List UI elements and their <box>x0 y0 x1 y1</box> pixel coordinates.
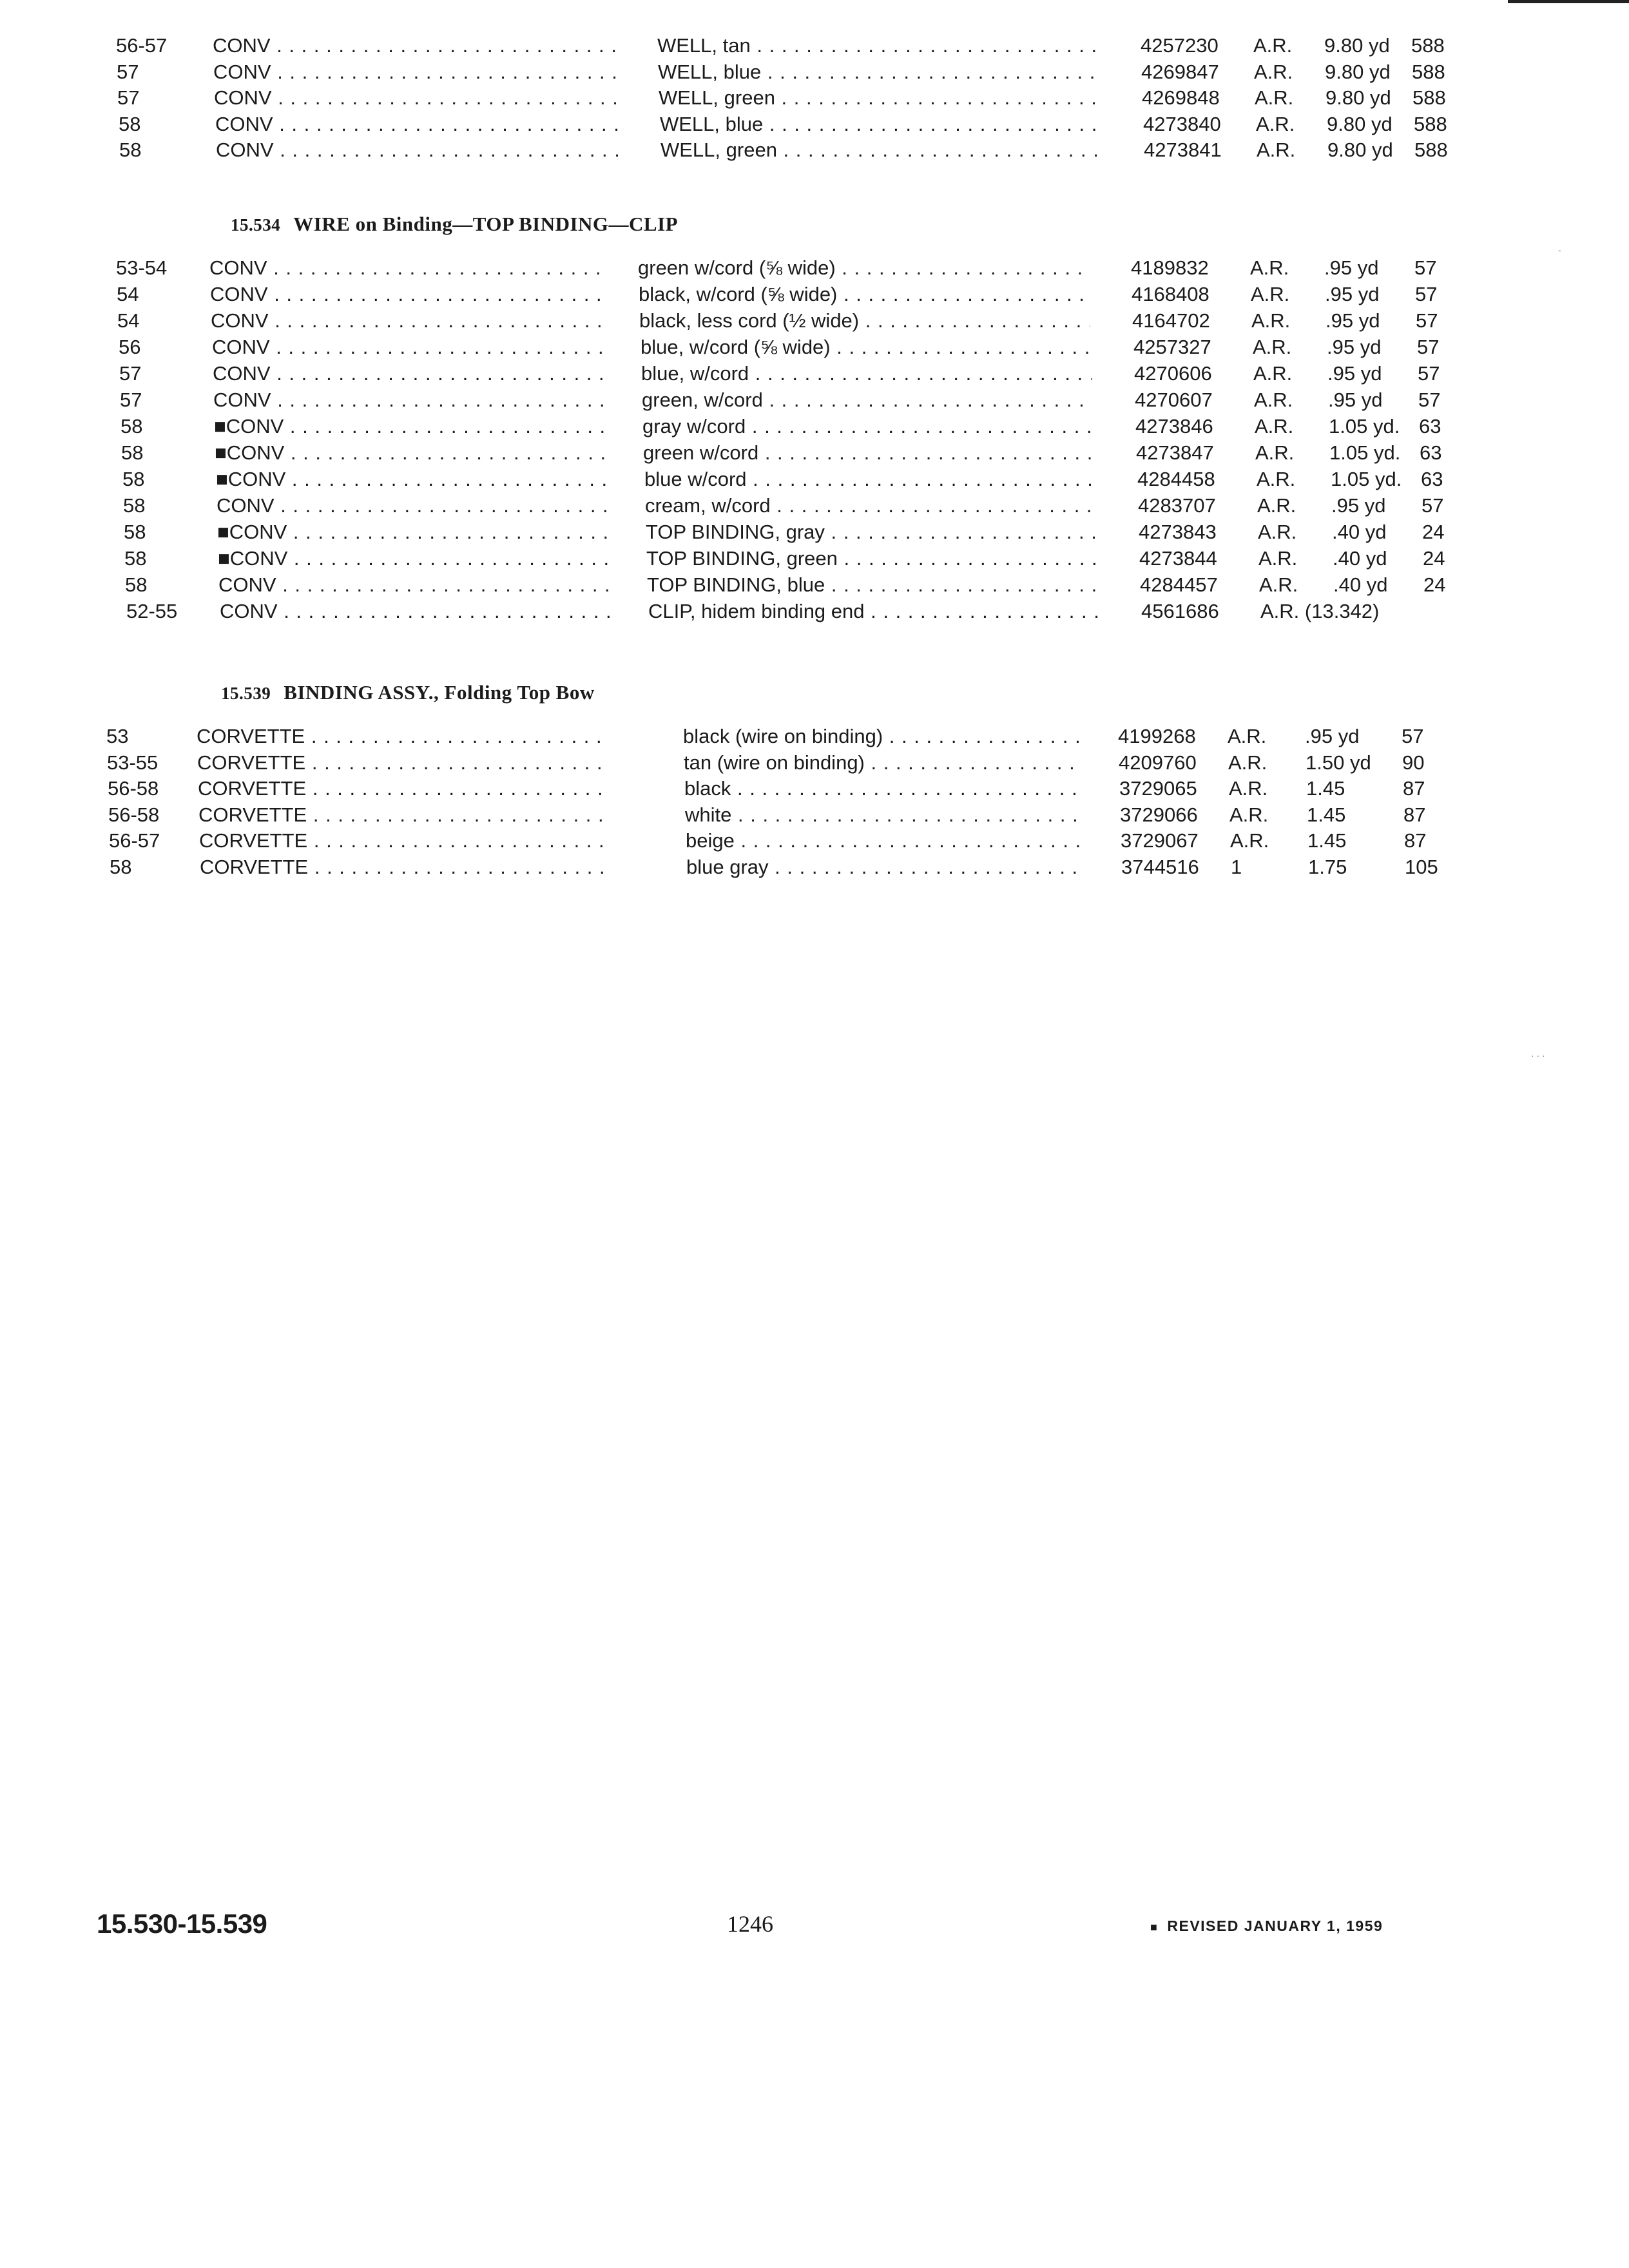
part-number: 4209760 <box>1119 751 1197 774</box>
part-description: blue, w/cord (⅝ wide) . . . <box>641 334 1092 360</box>
list-price: 9.80 yd <box>1325 60 1391 83</box>
part-description: WELL, green . . . <box>659 84 1103 111</box>
list-price: .95 yd <box>1324 256 1379 279</box>
parts-row <box>0 137 1629 163</box>
quantity: A.R. <box>1258 547 1298 570</box>
parts-row <box>0 387 1629 413</box>
year-range: 58 <box>123 494 146 517</box>
section-title-binding <box>221 681 595 704</box>
year-range: 58 <box>124 521 146 543</box>
scan-speck: · · · <box>1531 1050 1545 1061</box>
year-range: 57 <box>119 362 142 385</box>
quantity: A.R. <box>1255 441 1295 464</box>
part-number: 4273844 <box>1139 547 1217 570</box>
model-name: CONV . . . <box>214 84 626 111</box>
part-description: TOP BINDING, gray . . . <box>646 519 1097 545</box>
footer-section-range: 15.530-15.539 <box>97 1908 267 1939</box>
revised-text: REVISED JANUARY 1, 1959 <box>1167 1917 1383 1934</box>
quantity: A.R. <box>1228 725 1267 747</box>
model-name: CONV . . . <box>213 387 613 413</box>
part-number: 4270606 <box>1134 362 1212 385</box>
parts-row <box>0 111 1629 137</box>
quantity: A.R. <box>1253 336 1292 358</box>
part-number: 4199268 <box>1118 725 1196 747</box>
year-range: 58 <box>122 468 145 490</box>
quantity: 1 <box>1231 855 1242 878</box>
part-description: cream, w/cord . . . <box>645 492 1096 519</box>
parts-row <box>0 59 1629 85</box>
part-number: 4273846 <box>1135 415 1213 437</box>
part-number: 4270607 <box>1135 389 1213 411</box>
list-price: .95 yd <box>1325 309 1380 332</box>
parts-row <box>0 545 1629 572</box>
part-description: gray w/cord . . . <box>642 413 1094 439</box>
part-number: 3729066 <box>1120 803 1198 826</box>
parts-row <box>0 466 1629 492</box>
quantity: A.R. (13.342) <box>1260 600 1380 622</box>
model-name: CORVETTE . . . <box>197 749 603 776</box>
model-name: CONV . . . <box>212 334 612 360</box>
quantity: A.R. <box>1230 829 1269 852</box>
price-code: 63 <box>1420 441 1442 464</box>
part-description: WELL, blue . . . <box>658 59 1103 85</box>
quantity: A.R. <box>1229 777 1268 800</box>
list-price: 1.05 yd. <box>1329 441 1401 464</box>
part-number: 4269848 <box>1142 86 1220 109</box>
list-price: 9.80 yd <box>1327 112 1393 135</box>
price-code: 57 <box>1402 725 1424 747</box>
list-price: .40 yd <box>1332 521 1387 543</box>
quantity: A.R. <box>1255 415 1294 437</box>
list-price: .95 yd <box>1327 336 1382 358</box>
list-price: 9.80 yd <box>1325 86 1391 109</box>
part-description: CLIP, hidem binding end . . . <box>648 598 1099 624</box>
part-number: 4257230 <box>1141 34 1219 57</box>
parts-row <box>0 854 1629 880</box>
quantity: A.R. <box>1253 34 1293 57</box>
model-name: ■CONV . . . <box>214 413 613 439</box>
parts-row <box>0 413 1629 439</box>
list-price: 1.45 <box>1306 777 1345 800</box>
list-price: .95 yd <box>1325 283 1380 305</box>
part-number: 4164702 <box>1132 309 1210 332</box>
model-name: CONV . . . <box>220 598 619 624</box>
model-name: CORVETTE . . . <box>200 854 606 880</box>
price-code: 57 <box>1414 256 1437 279</box>
model-name: CONV . . . <box>211 307 610 334</box>
section-title-wire <box>231 213 678 236</box>
year-range: 53 <box>106 725 129 747</box>
parts-row <box>0 255 1629 281</box>
footer-page-number: 1246 <box>727 1911 773 1937</box>
year-range: 53-55 <box>107 751 159 774</box>
year-range: 58 <box>124 547 147 570</box>
model-name: CONV . . . <box>215 111 628 137</box>
parts-row <box>0 360 1629 387</box>
list-price: 1.05 yd. <box>1331 468 1402 490</box>
price-code: 63 <box>1421 468 1443 490</box>
price-code: 57 <box>1417 336 1440 358</box>
part-description: tan (wire on binding) . . . <box>684 749 1080 776</box>
list-price: .95 yd <box>1331 494 1386 517</box>
year-range: 52-55 <box>126 600 178 622</box>
parts-row <box>0 492 1629 519</box>
model-name: CONV . . . <box>213 59 626 85</box>
list-price: 1.05 yd. <box>1329 415 1400 437</box>
price-code: 588 <box>1414 139 1448 161</box>
part-description: blue gray . . . <box>686 854 1083 880</box>
model-name: CORVETTE . . . <box>198 775 604 802</box>
parts-row <box>0 519 1629 545</box>
year-range: 58 <box>119 112 141 135</box>
model-name: CONV . . . <box>210 281 610 307</box>
parts-row <box>0 84 1629 111</box>
part-number: 4273847 <box>1136 441 1214 464</box>
year-range: 58 <box>120 415 143 437</box>
year-range: 58 <box>110 855 132 878</box>
model-name: ■CONV . . . <box>216 466 615 492</box>
parts-row <box>0 749 1629 776</box>
model-name: CONV . . . <box>213 32 625 59</box>
part-description: black . . . <box>684 775 1081 802</box>
parts-row <box>0 723 1629 749</box>
model-name: ■CONV . . . <box>217 519 617 545</box>
price-code: 87 <box>1403 803 1426 826</box>
part-number: 4168408 <box>1132 283 1210 305</box>
part-description: black, less cord (½ wide) . . . <box>639 307 1090 334</box>
part-description: green, w/cord . . . <box>642 387 1093 413</box>
list-price: .95 yd <box>1327 362 1382 385</box>
part-number: 4273843 <box>1139 521 1217 543</box>
list-price: .95 yd <box>1328 389 1383 411</box>
quantity: A.R. <box>1257 468 1296 490</box>
year-range: 58 <box>121 441 144 464</box>
parts-row <box>0 439 1629 466</box>
list-price: 9.80 yd <box>1327 139 1393 161</box>
model-name: CONV . . . <box>216 137 628 163</box>
year-range: 57 <box>120 389 142 411</box>
part-number: 3744516 <box>1121 855 1199 878</box>
price-code: 57 <box>1415 283 1438 305</box>
price-code: 57 <box>1416 309 1438 332</box>
quantity: A.R. <box>1254 389 1293 411</box>
year-range: 56-57 <box>116 34 168 57</box>
model-name: CONV . . . <box>218 572 618 598</box>
year-range: 58 <box>119 139 142 161</box>
price-code: 24 <box>1423 547 1445 570</box>
price-code: 588 <box>1412 86 1446 109</box>
parts-row <box>0 32 1629 59</box>
quantity: A.R. <box>1258 521 1297 543</box>
part-number: 4284457 <box>1140 573 1218 596</box>
parts-row <box>0 281 1629 307</box>
model-name: CORVETTE . . . <box>199 827 605 854</box>
year-range: 56 <box>119 336 141 358</box>
part-description: white . . . <box>685 802 1081 828</box>
revised-mark: ■ <box>1150 1921 1159 1934</box>
part-number: 3729067 <box>1121 829 1199 852</box>
parts-row <box>0 827 1629 854</box>
price-code: 24 <box>1423 573 1446 596</box>
list-price: .40 yd <box>1333 573 1388 596</box>
quantity: A.R. <box>1257 494 1296 517</box>
part-number: 3729065 <box>1119 777 1197 800</box>
year-range: 54 <box>117 309 140 332</box>
quantity: A.R. <box>1254 60 1293 83</box>
part-number: 4257327 <box>1133 336 1211 358</box>
price-code: 588 <box>1412 60 1445 83</box>
list-price: 1.45 <box>1307 803 1346 826</box>
section-number: 15.539 <box>221 684 271 703</box>
top-edge-rule <box>1508 0 1629 3</box>
year-range: 54 <box>117 283 139 305</box>
section-number: 15.534 <box>231 215 281 235</box>
price-code: 105 <box>1405 855 1438 878</box>
model-name: ■CONV . . . <box>215 439 614 466</box>
part-description: WELL, tan . . . <box>657 32 1102 59</box>
model-name: CORVETTE . . . <box>197 723 602 749</box>
price-code: 24 <box>1422 521 1445 543</box>
quantity: A.R. <box>1257 139 1296 161</box>
part-description: WELL, green . . . <box>660 137 1105 163</box>
part-description: WELL, blue . . . <box>660 111 1104 137</box>
price-code: 588 <box>1414 112 1447 135</box>
list-price: .95 yd <box>1305 725 1360 747</box>
year-range: 53-54 <box>116 256 168 279</box>
year-range: 56-57 <box>109 829 160 852</box>
list-price: 9.80 yd <box>1324 34 1390 57</box>
year-range: 56-58 <box>108 777 159 800</box>
price-code: 87 <box>1404 829 1427 852</box>
list-price: 1.50 yd <box>1306 751 1371 774</box>
part-number: 4273840 <box>1143 112 1221 135</box>
price-code: 87 <box>1403 777 1425 800</box>
quantity: A.R. <box>1256 112 1295 135</box>
year-range: 57 <box>117 60 139 83</box>
footer-revised-note <box>1150 1917 1383 1935</box>
quantity: A.R. <box>1251 283 1290 305</box>
part-description: black, w/cord (⅝ wide) . . . <box>639 281 1090 307</box>
list-price: 1.45 <box>1307 829 1347 852</box>
price-code: 63 <box>1419 415 1441 437</box>
part-number: 4283707 <box>1138 494 1216 517</box>
parts-row <box>0 334 1629 360</box>
quantity: A.R. <box>1228 751 1268 774</box>
quantity: A.R. <box>1250 256 1289 279</box>
list-price: 1.75 <box>1308 855 1347 878</box>
part-description: blue w/cord . . . <box>644 466 1095 492</box>
part-description: blue, w/cord . . . <box>641 360 1092 387</box>
part-description: black (wire on binding) . . . <box>683 723 1079 749</box>
quantity: A.R. <box>1229 803 1269 826</box>
model-name: CONV . . . <box>213 360 612 387</box>
part-number: 4561686 <box>1141 600 1219 622</box>
scan-speck: - <box>1558 245 1561 255</box>
quantity: A.R. <box>1259 573 1298 596</box>
part-description: TOP BINDING, green . . . <box>646 545 1097 572</box>
model-name: ■CONV . . . <box>218 545 617 572</box>
part-description: green w/cord . . . <box>643 439 1094 466</box>
price-code: 57 <box>1422 494 1444 517</box>
price-code: 90 <box>1402 751 1425 774</box>
list-price: .40 yd <box>1333 547 1387 570</box>
price-code: 57 <box>1418 362 1440 385</box>
parts-row <box>0 775 1629 802</box>
model-name: CONV . . . <box>209 255 609 281</box>
price-code: 588 <box>1411 34 1445 57</box>
quantity: A.R. <box>1255 86 1294 109</box>
part-number: 4273841 <box>1144 139 1222 161</box>
section-heading: WIRE on Binding—TOP BINDING—CLIP <box>293 213 679 235</box>
price-code: 57 <box>1418 389 1441 411</box>
model-name: CONV . . . <box>217 492 616 519</box>
parts-row <box>0 307 1629 334</box>
parts-row <box>0 802 1629 828</box>
parts-row <box>0 598 1629 624</box>
parts-row <box>0 572 1629 598</box>
part-number: 4269847 <box>1141 60 1219 83</box>
part-description: green w/cord (⅝ wide) . . . <box>638 255 1089 281</box>
model-name: CORVETTE . . . <box>198 802 604 828</box>
section-heading: BINDING ASSY., Folding Top Bow <box>284 681 595 704</box>
quantity: A.R. <box>1251 309 1291 332</box>
year-range: 57 <box>117 86 140 109</box>
part-description: beige . . . <box>686 827 1082 854</box>
part-number: 4284458 <box>1137 468 1215 490</box>
part-description: TOP BINDING, blue . . . <box>647 572 1098 598</box>
year-range: 56-58 <box>108 803 160 826</box>
quantity: A.R. <box>1253 362 1293 385</box>
year-range: 58 <box>125 573 148 596</box>
part-number: 4189832 <box>1131 256 1209 279</box>
